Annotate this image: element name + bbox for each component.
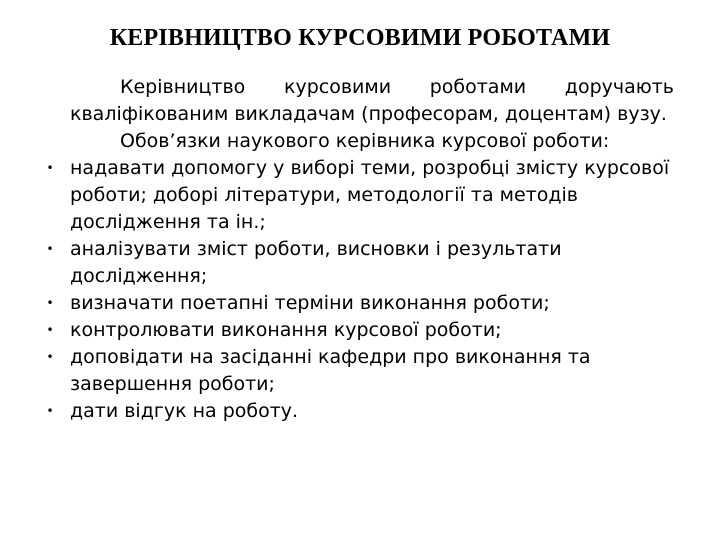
bullet-icon: •: [46, 242, 54, 256]
list-item: [44, 155, 674, 236]
duties-heading: Обов’язки наукового керівника курсової роботи:: [120, 130, 610, 152]
bullet-icon: •: [46, 161, 54, 175]
list-item: [44, 236, 674, 290]
list-item-text: доповідати на засіданні кафедри про виконання та завершення роботи;: [70, 346, 591, 395]
slide-body: [44, 74, 674, 425]
list-item: [44, 317, 674, 344]
intro-paragraph: Керівництво курсовими роботами доручають кваліфікованим викладачам (професорам, доцентам) вузу.: [70, 76, 674, 125]
bullet-icon: •: [46, 404, 54, 418]
list-item-text: визначати поетапні терміни виконання роботи;: [70, 292, 550, 314]
list-item-text: контролювати виконання курсової роботи;: [70, 319, 502, 341]
list-item: [44, 290, 674, 317]
slide-title: КЕРІВНИЦТВО КУРСОВИМИ РОБОТАМИ: [109, 25, 611, 51]
duties-list: [44, 155, 674, 425]
list-item: [44, 398, 674, 425]
bullet-icon: •: [46, 323, 54, 337]
list-item-text: надавати допомогу у виборі теми, розробці змісту курсової роботи; доборі літератури, методології та методів дослідження та ін.;: [70, 157, 670, 233]
list-item-text: аналізувати зміст роботи, висновки і результати дослідження;: [70, 238, 562, 287]
list-item-text: дати відгук на роботу.: [70, 400, 299, 422]
list-item: [44, 344, 674, 398]
bullet-icon: •: [46, 350, 54, 364]
bullet-icon: •: [46, 296, 54, 310]
